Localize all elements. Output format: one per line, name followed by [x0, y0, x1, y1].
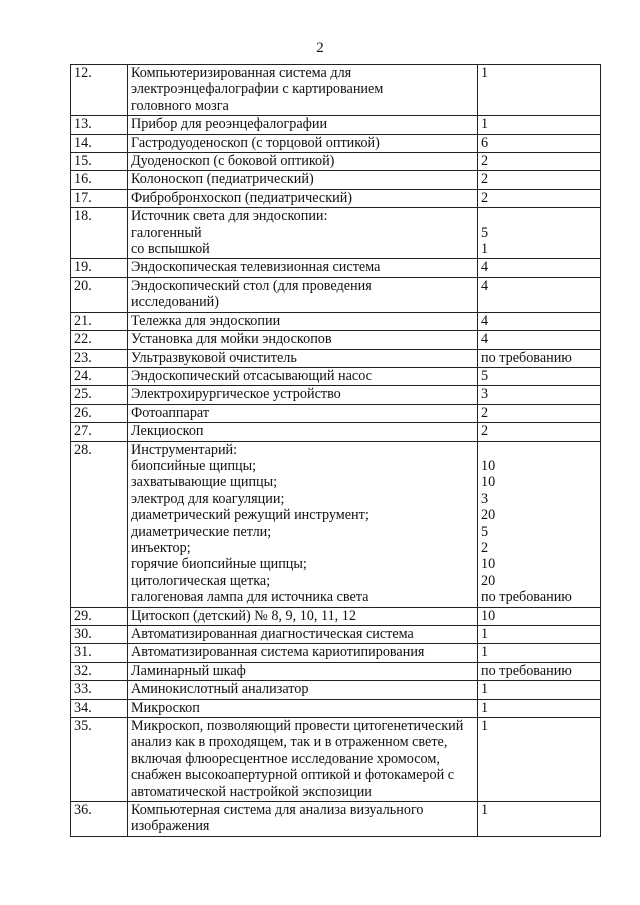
row-number: 21.: [71, 312, 128, 330]
equipment-name-line: Колоноскоп (педиатрический): [131, 171, 314, 188]
quantity-cell: [478, 277, 601, 312]
row-number: 31.: [71, 644, 128, 662]
quantity-value: 5: [481, 367, 489, 384]
quantity-cell: [478, 171, 601, 189]
equipment-name-cell: [128, 626, 478, 644]
quantity-value: 1: [481, 116, 489, 133]
equipment-table-body: [71, 65, 601, 837]
equipment-name-line: Электрохирургическое устройство: [131, 386, 341, 403]
equipment-name-line: включая флюоресцентное исследование хромосом,: [131, 750, 440, 767]
equipment-name-line: Автоматизированная диагностическая система: [131, 626, 414, 642]
equipment-name-line: анализ как в проходящем, так и в отраженном свете,: [131, 734, 448, 751]
table-row: [71, 331, 601, 349]
equipment-name-line: Гастродуоденоскоп (с торцовой оптикой): [131, 134, 380, 151]
table-row: [71, 681, 601, 699]
equipment-name-cell: [128, 65, 478, 116]
table-row: [71, 404, 601, 422]
equipment-name-cell: [128, 331, 478, 349]
equipment-name-line: Ультразвуковой очиститель: [131, 349, 297, 366]
equipment-name-line: диаметрический режущий инструмент;: [131, 507, 369, 524]
equipment-name-line: Фибробронхоскоп (педиатрический): [131, 189, 353, 206]
quantity-cell: [478, 116, 601, 134]
equipment-name-line: галогенный: [131, 224, 202, 241]
quantity-value: [481, 208, 597, 224]
quantity-value: 1: [481, 681, 489, 698]
equipment-name-cell: [128, 699, 478, 717]
quantity-cell: [478, 441, 601, 607]
row-number: 29.: [71, 607, 128, 625]
table-row: [71, 423, 601, 441]
equipment-name-line: Прибор для реоэнцефалографии: [131, 116, 328, 133]
table-row: [71, 349, 601, 367]
table-row: [71, 386, 601, 404]
equipment-name-line: исследований): [131, 294, 219, 311]
equipment-name-cell: [128, 441, 478, 607]
quantity-value: 10: [481, 607, 496, 624]
equipment-name-line: Тележка для эндоскопии: [131, 312, 281, 329]
quantity-cell: [478, 153, 601, 171]
page-number: 2: [316, 40, 324, 56]
equipment-name-cell: [128, 423, 478, 441]
equipment-name-cell: [128, 189, 478, 207]
equipment-name-cell: [128, 134, 478, 152]
quantity-value: по требованию: [481, 349, 572, 366]
quantity-cell: [478, 626, 601, 644]
quantity-cell: [478, 718, 601, 802]
quantity-value: 10: [481, 556, 496, 573]
equipment-name-line: Инструментарий:: [131, 441, 238, 458]
row-number: 30.: [71, 626, 128, 644]
equipment-name-cell: [128, 367, 478, 385]
quantity-cell: [478, 134, 601, 152]
equipment-name-line: Источник света для эндоскопии:: [131, 208, 328, 225]
equipment-name-cell: [128, 208, 478, 259]
equipment-name-line: Лекциоскоп: [131, 423, 204, 440]
equipment-name-line: биопсийные щипцы;: [131, 457, 257, 474]
table-row: [71, 607, 601, 625]
equipment-name-line: Автоматизированная система кариотипирования: [131, 644, 425, 661]
equipment-name-line: изображения: [131, 818, 210, 835]
equipment-name-line: Эндоскопический отсасывающий насос: [131, 367, 372, 384]
quantity-value: 3: [481, 490, 489, 507]
equipment-name-line: со вспышкой: [131, 241, 210, 258]
quantity-value: 4: [481, 312, 489, 329]
quantity-cell: [478, 349, 601, 367]
quantity-value: 2: [481, 153, 489, 170]
quantity-value: 20: [481, 507, 496, 524]
quantity-value: 4: [481, 259, 489, 276]
row-number: 24.: [71, 367, 128, 385]
table-row: [71, 134, 601, 152]
quantity-value: 4: [481, 331, 489, 348]
row-number: 13.: [71, 116, 128, 134]
quantity-value: 1: [481, 699, 489, 716]
table-row: [71, 171, 601, 189]
equipment-name-line: галогеновая лампа для источника света: [131, 589, 369, 606]
quantity-cell: [478, 65, 601, 116]
quantity-value: 10: [481, 457, 496, 474]
quantity-value: 2: [481, 423, 489, 440]
quantity-cell: [478, 404, 601, 422]
quantity-value: 3: [481, 386, 489, 403]
equipment-name-line: Микроскоп: [131, 699, 200, 716]
quantity-value: 10: [481, 474, 496, 491]
row-number: 28.: [71, 441, 128, 607]
equipment-name-line: Цитоскоп (детский) № 8, 9, 10, 11, 12: [131, 607, 356, 624]
equipment-name-line: Дуоденоскоп (с боковой оптикой): [131, 153, 335, 170]
equipment-name-line: горячие биопсийные щипцы;: [131, 556, 307, 573]
equipment-name-line: электрод для коагуляции;: [131, 490, 285, 507]
quantity-value: 1: [481, 626, 489, 642]
quantity-cell: [478, 662, 601, 680]
table-row: [71, 277, 601, 312]
quantity-value: 4: [481, 277, 489, 294]
quantity-value: 5: [481, 224, 489, 241]
quantity-cell: [478, 644, 601, 662]
quantity-cell: [478, 681, 601, 699]
equipment-name-line: Эндоскопическая телевизионная система: [131, 259, 381, 276]
table-row: [71, 699, 601, 717]
quantity-cell: [478, 423, 601, 441]
equipment-name-cell: [128, 116, 478, 134]
quantity-cell: [478, 189, 601, 207]
row-number: 23.: [71, 349, 128, 367]
quantity-cell: [478, 312, 601, 330]
table-row: [71, 312, 601, 330]
equipment-name-line: головного мозга: [131, 97, 229, 114]
quantity-value: [481, 442, 597, 458]
table-row: [71, 65, 601, 116]
row-number: 33.: [71, 681, 128, 699]
equipment-name-line: электроэнцефалографии с картированием: [131, 81, 384, 98]
quantity-cell: [478, 259, 601, 277]
equipment-name-line: Установка для мойки эндоскопов: [131, 331, 332, 348]
quantity-value: 2: [481, 189, 489, 206]
equipment-name-line: Аминокислотный анализатор: [131, 681, 309, 698]
row-number: 27.: [71, 423, 128, 441]
equipment-name-line: захватывающие щипцы;: [131, 474, 278, 491]
row-number: 34.: [71, 699, 128, 717]
equipment-name-line: автоматической настройкой экспозиции: [131, 783, 372, 800]
quantity-value: 1: [481, 802, 489, 819]
row-number: 32.: [71, 662, 128, 680]
equipment-name-cell: [128, 644, 478, 662]
quantity-value: по требованию: [481, 589, 572, 606]
quantity-value: по требованию: [481, 662, 572, 679]
table-row: [71, 718, 601, 802]
quantity-value: 1: [481, 644, 489, 661]
table-row: [71, 116, 601, 134]
table-row: [71, 208, 601, 259]
quantity-value: 2: [481, 404, 489, 421]
quantity-value: 1: [481, 65, 489, 81]
table-row: [71, 644, 601, 662]
equipment-name-cell: [128, 662, 478, 680]
quantity-value: 2: [481, 539, 489, 556]
equipment-name-line: диаметрические петли;: [131, 523, 272, 540]
table-row: [71, 259, 601, 277]
equipment-name-cell: [128, 802, 478, 837]
quantity-cell: [478, 208, 601, 259]
quantity-cell: [478, 802, 601, 837]
equipment-name-cell: [128, 277, 478, 312]
row-number: 17.: [71, 189, 128, 207]
equipment-name-cell: [128, 259, 478, 277]
row-number: 18.: [71, 208, 128, 259]
equipment-name-line: цитологическая щетка;: [131, 572, 271, 589]
equipment-name-line: снабжен высокоапертурной оптикой и фотокамерой с: [131, 767, 455, 784]
row-number: 25.: [71, 386, 128, 404]
equipment-name-cell: [128, 349, 478, 367]
equipment-name-line: Компьютерная система для анализа визуального: [131, 802, 424, 819]
quantity-cell: [478, 386, 601, 404]
equipment-name-line: Микроскоп, позволяющий провести цитогенетический: [131, 718, 464, 735]
row-number: 36.: [71, 802, 128, 837]
quantity-value: 20: [481, 572, 496, 589]
equipment-name-line: Компьютеризированная система для: [131, 65, 352, 81]
table-row: [71, 802, 601, 837]
row-number: 16.: [71, 171, 128, 189]
equipment-name-line: Эндоскопический стол (для проведения: [131, 277, 372, 294]
equipment-name-cell: [128, 718, 478, 802]
quantity-value: 1: [481, 241, 489, 258]
table-row: [71, 189, 601, 207]
equipment-table: [70, 64, 601, 837]
quantity-cell: [478, 699, 601, 717]
row-number: 15.: [71, 153, 128, 171]
table-row: [71, 367, 601, 385]
row-number: 12.: [71, 65, 128, 116]
table-row: [71, 626, 601, 644]
table-row: [71, 441, 601, 607]
equipment-name-cell: [128, 386, 478, 404]
quantity-value: 2: [481, 171, 489, 188]
table-row: [71, 153, 601, 171]
row-number: 19.: [71, 259, 128, 277]
quantity-cell: [478, 367, 601, 385]
equipment-name-cell: [128, 681, 478, 699]
row-number: 22.: [71, 331, 128, 349]
equipment-name-cell: [128, 607, 478, 625]
row-number: 35.: [71, 718, 128, 802]
equipment-name-line: Фотоаппарат: [131, 404, 210, 421]
row-number: 20.: [71, 277, 128, 312]
equipment-name-cell: [128, 404, 478, 422]
equipment-name-line: инъектор;: [131, 539, 191, 556]
equipment-name-cell: [128, 171, 478, 189]
equipment-name-line: Ламинарный шкаф: [131, 662, 246, 679]
quantity-cell: [478, 331, 601, 349]
quantity-value: 6: [481, 134, 489, 151]
row-number: 26.: [71, 404, 128, 422]
quantity-cell: [478, 607, 601, 625]
table-row: [71, 662, 601, 680]
row-number: 14.: [71, 134, 128, 152]
quantity-value: 1: [481, 718, 489, 735]
quantity-value: 5: [481, 523, 489, 540]
equipment-name-cell: [128, 153, 478, 171]
equipment-name-cell: [128, 312, 478, 330]
